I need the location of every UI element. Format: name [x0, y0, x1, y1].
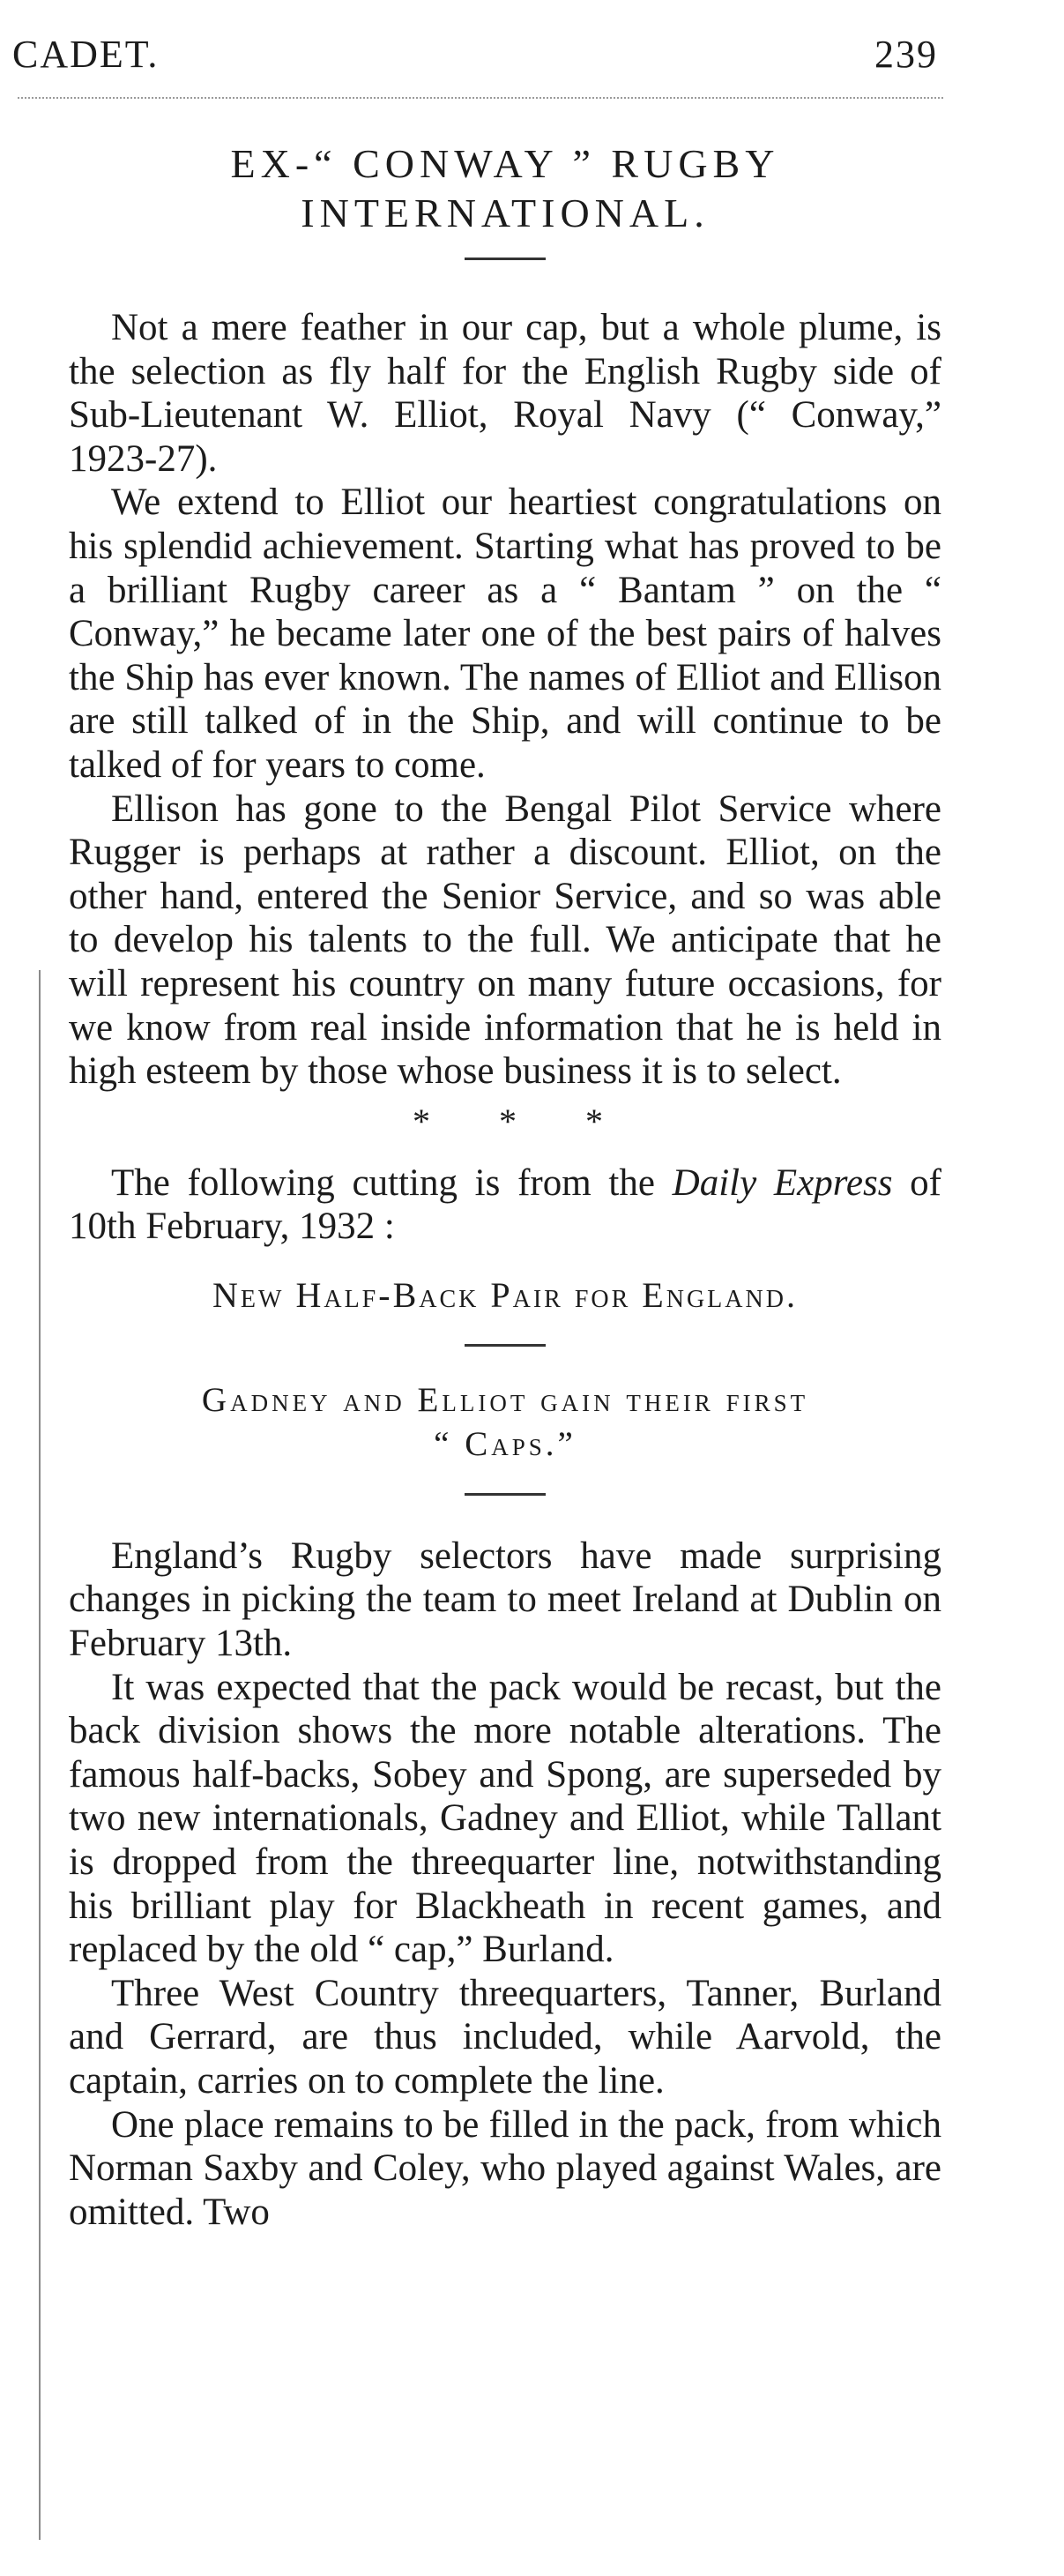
running-head [12, 32, 938, 76]
margin-line [39, 970, 41, 2540]
page-number: 239 [874, 33, 938, 76]
cutting-paragraph: It was expected that the pack would be recast, but the back division shows the more notable alterations. The famous half-backs, Sobey and Spong, are superseded by two new internationals, Gadney and Elliot, while Tallant is dropped from the threequarter line, notwithstanding his brilliant play for Blackheath in recent games, and replaced by the old “ cap,” Burland. [69, 1666, 941, 1971]
section-break-stars: * * * [413, 1101, 633, 1141]
article-title-line-2: INTERNATIONAL. [301, 190, 710, 235]
cutting-subheadline-line-2: “ Caps.” [434, 1424, 577, 1463]
cutting-paragraph: One place remains to be filled in the pack, from which Norman Saxby and Coley, who played against Wales, are omitted. Two [69, 2103, 941, 2233]
publication-name: CADET. [12, 33, 160, 76]
cutting-subheadline [69, 1378, 941, 1467]
cutting-intro-date: of 10th February, 1932 : [69, 1161, 941, 1248]
article-paragraph: Ellison has gone to the Bengal Pilot Service where Rugger is perhaps at rather a discount. Elliot, on the other hand, entered the Senior Service, and so was able to develop his talents to the full. We anticipate that he will represent his country on many future occasions, for we know from real inside information that he is held in high esteem by those whose business it is to select. [69, 788, 941, 1093]
header-rule [18, 97, 943, 99]
article-column [69, 132, 941, 2234]
title-divider [465, 258, 546, 260]
article-paragraph: We extend to Elliot our heartiest congratulations on his splendid achievement. Starting what has proved to be a brilliant Rugby career as a “ Bantam ” on the “ Conway,” he became later one of the best pairs of halves the Ship has ever known. The names of Elliot and Ellison are still talked of in the Ship, and will continue to be talked of for years to come. [69, 482, 941, 786]
cutting-intro [69, 1161, 941, 1249]
article-title [69, 139, 941, 238]
cutting-intro-text: The following cutting is from the [111, 1161, 673, 1204]
cutting-paragraph: England’s Rugby selectors have made surprising changes in picking the team to meet Ireland at Dublin on February 13th. [69, 1534, 941, 1665]
cutting-source: Daily Express [672, 1161, 893, 1204]
cutting-paragraph: Three West Country threequarters, Tanner, Burland and Gerrard, are thus included, while Aarvold, the captain, carries on to complete the line. [69, 1972, 941, 2102]
article-paragraph: Not a mere feather in our cap, but a whole plume, is the selection as fly half for the English Rugby side of Sub-Lieutenant W. Elliot, Royal Navy (“ Conway,” 1923-27). [69, 307, 941, 480]
subheadline-divider [465, 1493, 546, 1496]
headline-divider [465, 1344, 546, 1347]
cutting-subheadline-line-1: Gadney and Elliot gain their first [201, 1380, 809, 1419]
article-title-line-1: EX-“ CONWAY ” RUGBY [230, 141, 780, 186]
cutting-headline: New Half-Back Pair for England. [212, 1274, 798, 1315]
